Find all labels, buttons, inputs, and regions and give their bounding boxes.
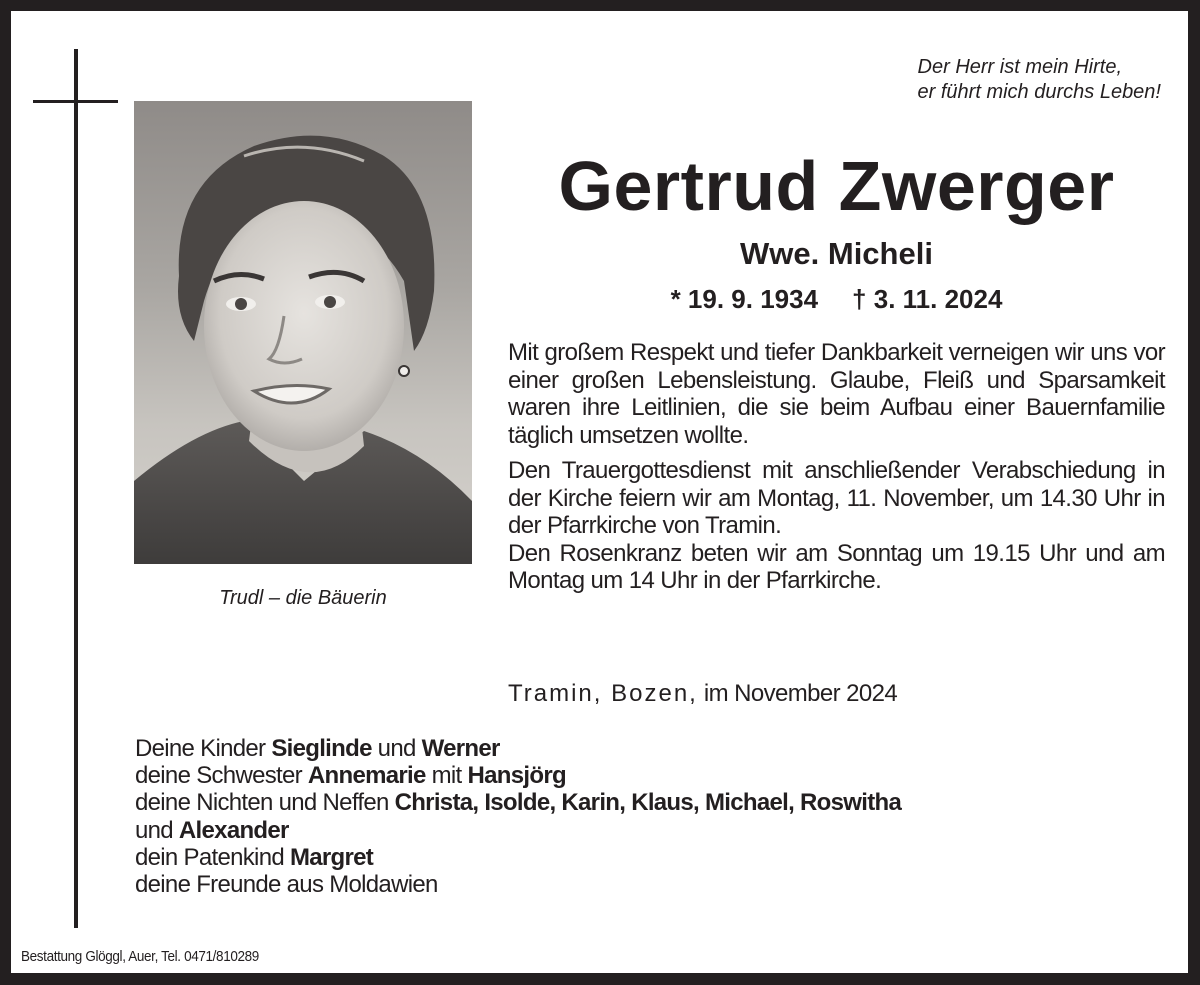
motto-verse xyxy=(918,55,1161,105)
date: im November 2024 xyxy=(703,680,898,707)
relation: deine Schwester xyxy=(135,762,308,790)
mourner-line xyxy=(135,817,1135,844)
portrait-photo-icon xyxy=(134,101,472,564)
connector: und xyxy=(371,735,422,762)
rosary-paragraph: Den Rosenkranz beten wir am Sonntag um 19.15 Uhr und am Montag um 14 Uhr in der Pfarrkirche. xyxy=(508,539,1165,594)
connector: mit xyxy=(425,762,468,790)
mourners-list xyxy=(135,735,1135,898)
cross-icon xyxy=(74,49,78,928)
mourner-name: Werner xyxy=(421,735,500,762)
motto-line-2: er führt mich durchs Leben! xyxy=(917,81,1161,103)
birth-date: * 19. 9. 1934 xyxy=(670,284,819,314)
motto-line-1: Der Herr ist mein Hirte, xyxy=(917,56,1123,78)
funeral-home-credit: Bestattung Glöggl, Auer, Tel. 0471/810289 xyxy=(21,948,259,965)
notice-body xyxy=(508,339,1165,595)
portrait-photo xyxy=(134,101,472,564)
photo-caption: Trudl – die Bäuerin xyxy=(219,587,387,609)
mourner-line xyxy=(135,789,1135,816)
life-dates xyxy=(508,283,1165,315)
funeral-service-paragraph: Den Trauergottesdienst mit anschließender Verabschiedung in der Kirche feiern wir am Montag, 11. November, um 14.30 Uhr in der Pfarrkirche von Tramin. xyxy=(508,457,1165,539)
mourner-line xyxy=(135,762,1135,789)
mourner-name: Alexander xyxy=(178,816,289,844)
mourner-line xyxy=(135,735,1135,762)
mourner-name: Sieglinde xyxy=(271,735,372,762)
mourner-name: Annemarie xyxy=(307,762,426,790)
mourner-name: Hansjörg xyxy=(467,762,566,790)
places: Tramin, Bozen, xyxy=(508,680,698,707)
relation: deine Nichten und Neffen xyxy=(135,789,395,817)
mourner-line xyxy=(135,871,1135,898)
widow-of: Wwe. Micheli xyxy=(740,236,933,271)
cross-icon-crossbar xyxy=(33,100,118,103)
relation: Deine Kinder xyxy=(135,735,272,762)
relation: dein Patenkind xyxy=(135,843,290,871)
deceased-name: Gertrud Zwerger xyxy=(558,147,1115,225)
tribute-paragraph: Mit großem Respekt und tiefer Dankbarkeit verneigen wir uns vor einer großen Lebensleistung. Glaube, Fleiß und Sparsamkeit waren ihre Leitlinien, die sie beim Aufbau einer Bauernfamilie täglich umsetzen wollte. xyxy=(508,339,1165,449)
relation: deine Freunde aus Moldawien xyxy=(135,871,438,899)
mourner-line xyxy=(135,844,1135,871)
mourner-name: Margret xyxy=(289,843,374,871)
mourner-name: Christa, Isolde, Karin, Klaus, Michael, Roswitha xyxy=(394,789,902,817)
death-date: † 3. 11. 2024 xyxy=(852,284,1003,314)
relation: und xyxy=(135,816,179,844)
place-and-date xyxy=(508,680,897,708)
